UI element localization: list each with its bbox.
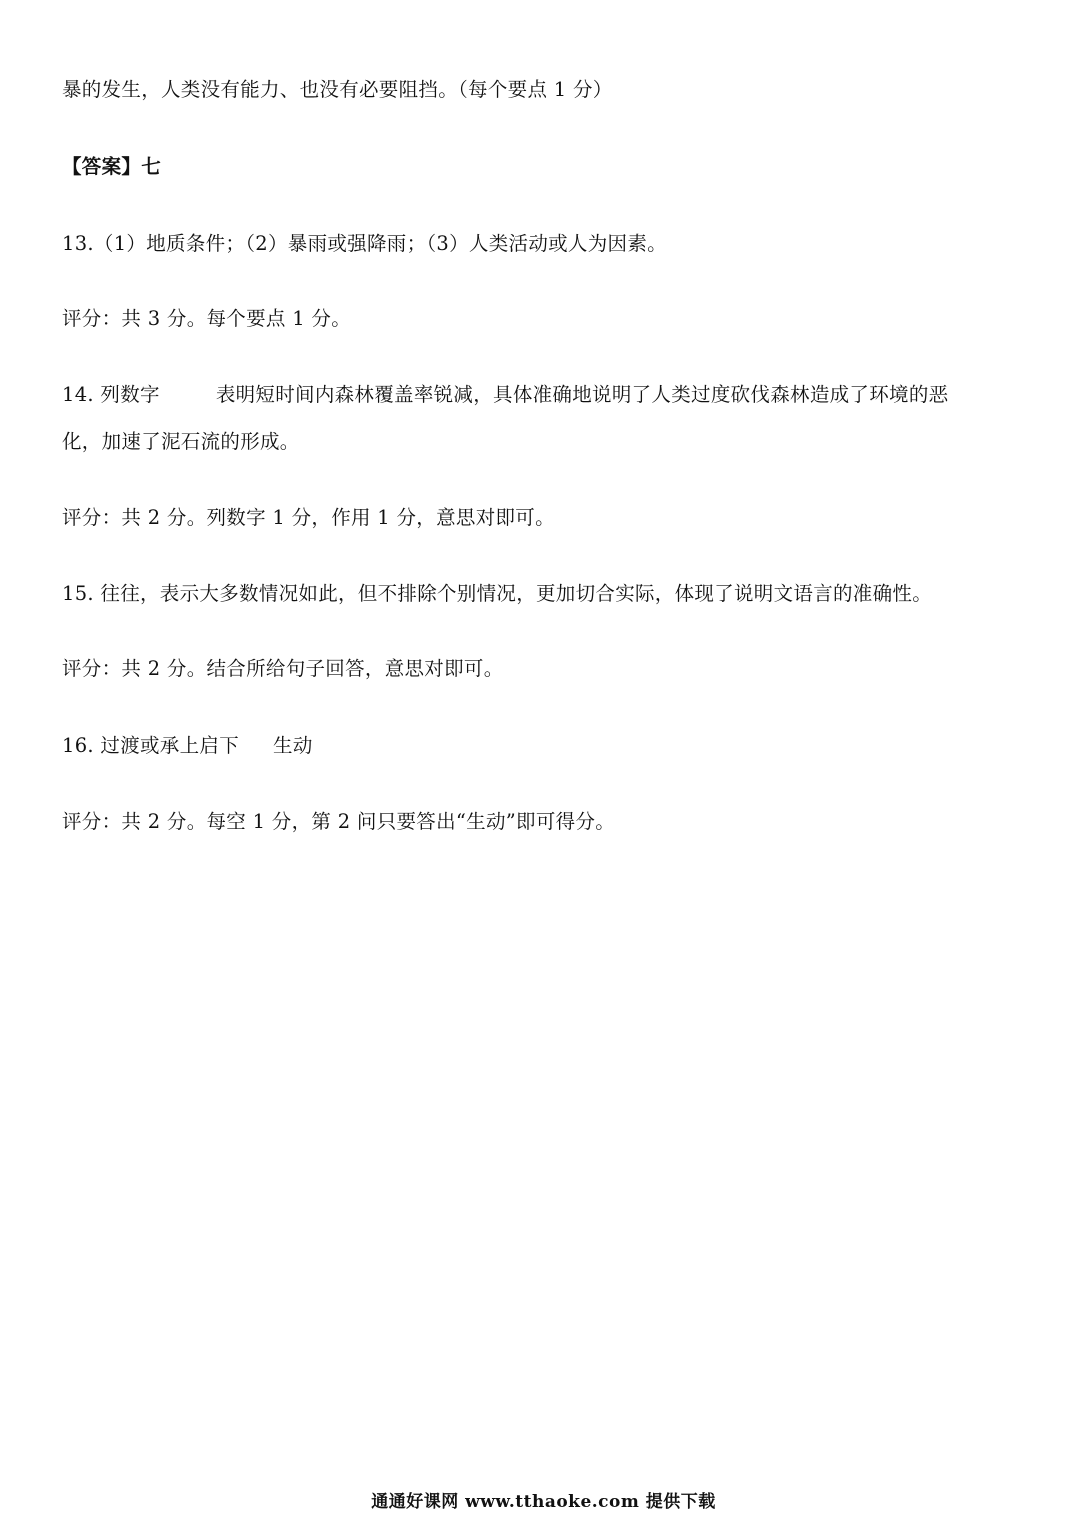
question-13-score: 评分：共 3 分。每个要点 1 分。 — [62, 307, 352, 330]
question-14-label: 14. 列数字 — [62, 383, 160, 406]
page-footer: 通通好课网 www.tthaoke.com 提供下载 — [371, 1492, 716, 1512]
question-16-label: 16. 过渡或承上启下 — [62, 734, 240, 757]
question-14-answer — [62, 382, 1025, 408]
text-line: 暴的发生，人类没有能力、也没有必要阻挡。（每个要点 1 分） — [62, 78, 613, 101]
question-15-score: 评分：共 2 分。结合所给句子回答，意思对即可。 — [62, 657, 504, 680]
question-15-answer: 15. 往往，表示大多数情况如此，但不排除个别情况，更加切合实际，体现了说明文语言的准确性。 — [62, 582, 933, 605]
question-14-text: 表明短时间内森林覆盖率锐减，具体准确地说明了人类过度砍伐森林造成了环境的恶 — [215, 383, 949, 406]
question-13-answer: 13.（1）地质条件；（2）暴雨或强降雨；（3）人类活动或人为因素。 — [62, 232, 667, 255]
question-14-continuation: 化，加速了泥石流的形成。 — [62, 430, 300, 453]
question-16-answer-2: 生动 — [273, 734, 313, 757]
answer-heading: 【答案】七 — [62, 155, 162, 178]
question-14-score: 评分：共 2 分。列数字 1 分，作用 1 分，意思对即可。 — [62, 506, 555, 529]
question-16-score: 评分：共 2 分。每空 1 分，第 2 问只要答出“生动”即可得分。 — [62, 810, 616, 833]
question-16-answer — [62, 733, 1025, 759]
